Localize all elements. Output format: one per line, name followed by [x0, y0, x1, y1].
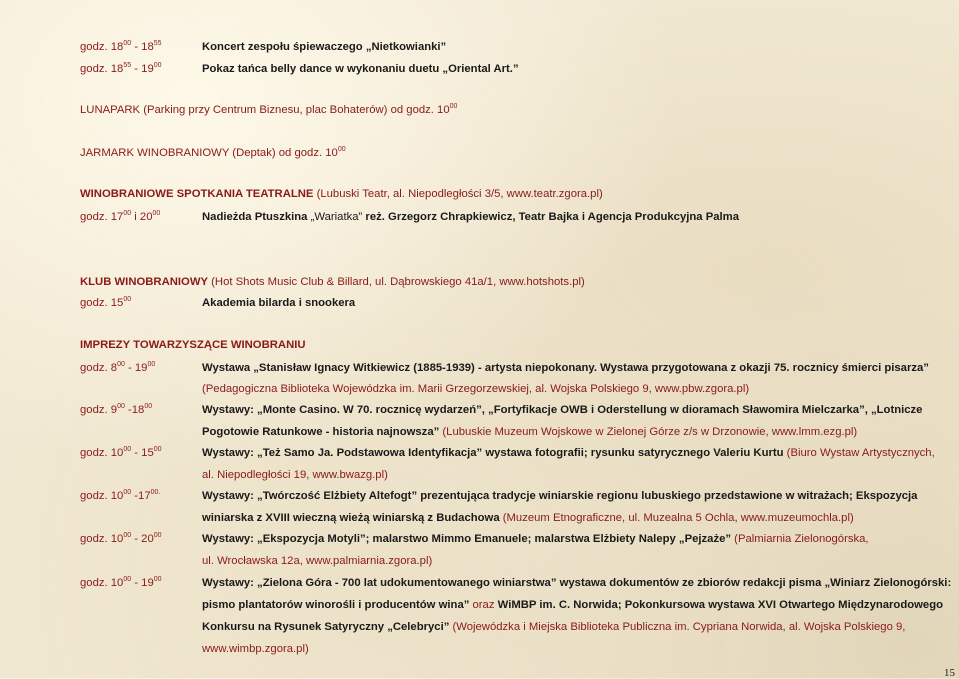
- e6-line2: pismo plantatorów winorośli i producentów wina” oraz WiMBP im. C. Norwida; Pokonkursowa wystawa XVI Otwartego Międzynarodowego: [202, 599, 944, 611]
- concert2-time: godz. $18^{55} - 19^{00}$: [80, 62, 162, 75]
- klub-time: godz. $15^{00}$: [80, 296, 132, 309]
- e6-line3: Konkursu na Rysunek Satyryczny „Celebryci” (Wojewódzka i Miejska Biblioteka Publiczna im. Cypriana Norwida, al. Wojska Polskiego 9,: [202, 621, 906, 633]
- imprezy-heading: IMPREZY TOWARZYSZĄCE WINOBRANIU: [80, 339, 306, 351]
- e3-time: godz. $10^{00} - 15^{00}$: [80, 446, 162, 459]
- e6-line1: Wystawy: „Zielona Góra - 700 lat udokumentowanego winiarstwa” wystawa dokumentów ze zbiorów redakcji pisma „Winiarz Zielonogórski:: [202, 577, 952, 589]
- e2-time: godz. $9^{00}$ $-18^{00}$: [80, 403, 153, 416]
- concert1-time: godz. $18^{00} - 18^{55}$: [80, 40, 162, 53]
- concert1-title: Koncert zespołu śpiewaczego „Nietkowianki”: [202, 41, 447, 53]
- e2-line1: Wystawy: „Monte Casino. W 70. rocznicę wydarzeń”, „Fortyfikacje OWB i Oderstellung w dioramach Sławomira Mielczarka”, „Lotnicze: [202, 404, 923, 416]
- spotkania-event: Nadieżda Ptuszkina „Wariatka” reż. Grzegorz Chrapkiewicz, Teatr Bajka i Agencja Produkcyjna Palma: [202, 211, 739, 223]
- e4-line2: winiarska z XVIII wieczną wieżą winiarską z Budachowa (Muzeum Etnograficzne, ul. Muzealna 5 Ochla, www.muzeumochla.pl): [202, 512, 854, 524]
- e4-time: godz. $10^{00}$ $-17^{00.}$: [80, 489, 161, 502]
- e5-line1: Wystawy: „Ekspozycja Motyli”; malarstwo Mimmo Emanuele; malarstwa Elżbiety Nalepy „Pejzaże” (Palmiarnia Zielonogórska,: [202, 533, 869, 545]
- lunapark-line: LUNAPARK (Parking przy Centrum Biznesu, plac Bohaterów) od godz. $10^{00}$: [80, 103, 458, 116]
- e1-line1: Wystawa „Stanisław Ignacy Witkiewicz (1885-1939) - artysta niepokonany. Wystawa przygotowana z okazji 75. rocznicy śmierci pisarza”: [202, 362, 929, 374]
- e2-line2: Pogotowie Ratunkowe - historia najnowsza” (Lubuskie Muzeum Wojskowe w Zielonej Górze z/s w Drzonowie, www.lmm.ezg.pl): [202, 426, 858, 438]
- e1-time: godz. $8^{00} - 19^{00}$: [80, 361, 156, 374]
- page-number: 15: [944, 667, 955, 679]
- e5-line2: ul. Wrocławska 12a, www.palmiarnia.zgora.pl): [202, 555, 433, 567]
- spotkania-time: godz. $17^{00}$ i $20^{00}$: [80, 210, 161, 223]
- klub-heading: KLUB WINOBRANIOWY (Hot Shots Music Club & Billard, ul. Dąbrowskiego 41a/1, www.hotshots.pl): [80, 276, 585, 288]
- e1-line2: (Pedagogiczna Biblioteka Wojewódzka im. Marii Grzegorzewskiej, al. Wojska Polskiego 9, www.pbw.zgora.pl): [202, 383, 750, 395]
- e3-line1: Wystawy: „Też Samo Ja. Podstawowa Identyfikacja” wystawa fotografii; rysunku satyrycznego Valeriu Kurtu (Biuro Wystaw Artystycznych,: [202, 447, 935, 459]
- e6-line4: www.wimbp.zgora.pl): [202, 643, 309, 655]
- e4-line1: Wystawy: „Twórczość Elżbiety Altefogt” prezentująca tradycje winiarskie regionu lubuskiego przedstawione w witrażach; Ekspozycja: [202, 490, 918, 502]
- spotkania-heading: WINOBRANIOWE SPOTKANIA TEATRALNE (Lubuski Teatr, al. Niepodległości 3/5, www.teatr.zgora.pl): [80, 188, 603, 200]
- concert2-title: Pokaz tańca belly dance w wykonaniu duetu „Oriental Art.”: [202, 63, 519, 75]
- e3-line2: al. Niepodległości 19, www.bwazg.pl): [202, 469, 388, 481]
- jarmark-line: JARMARK WINOBRANIOWY (Deptak) od godz. $10^{00}$: [80, 146, 346, 159]
- e6-time: godz. $10^{00} - 19^{00}$: [80, 576, 162, 589]
- e5-time: godz. $10^{00} - 20^{00}$: [80, 532, 162, 545]
- klub-event: Akademia bilarda i snookera: [202, 297, 356, 309]
